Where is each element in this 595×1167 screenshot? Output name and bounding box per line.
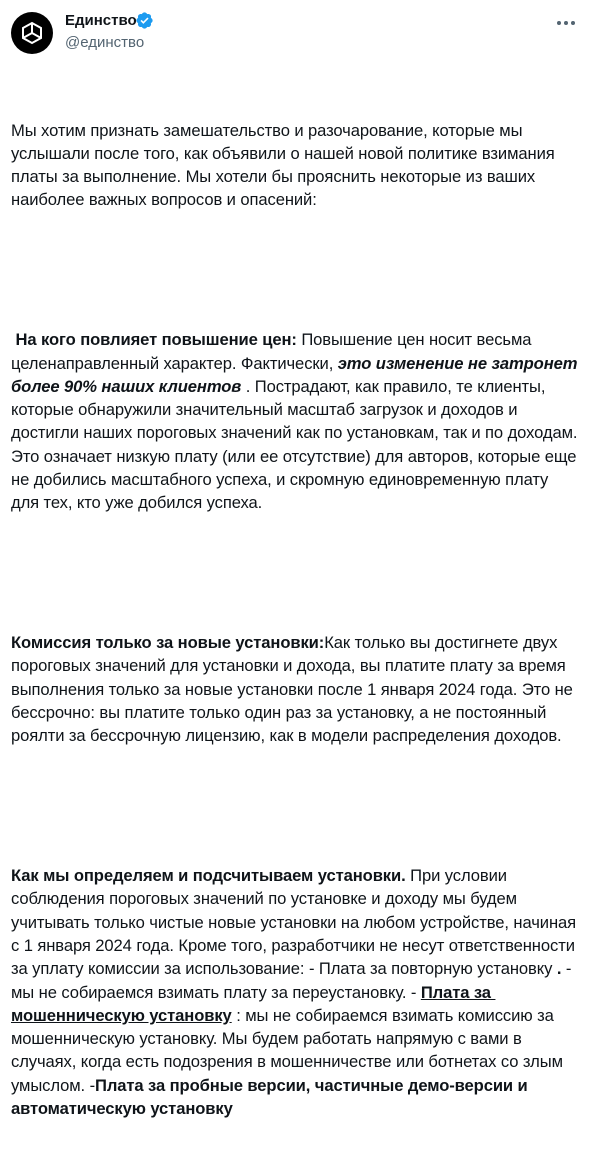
more-dot [564,21,568,25]
heading-price-impact: На кого повлияет повышение цен: [15,330,297,350]
author-name[interactable]: Единство [65,12,137,29]
paragraph-new-installs [11,631,579,747]
tweet-header [0,0,595,64]
heading-trial-versions: Плата за пробные версии, частичные демо-версии и автоматическую установку [11,1075,533,1119]
price-impact-text-2: . Пострадают, как правило, те клиенты, которые обнаружили значительный масштаб загрузок и доходов и достигли наших пороговых значений как по установкам, так и по доходам. Это означает низкую плату (или ее отсутствие) для авторов, которые еще не добились масштабного успеха, и скромную единовременную плату для тех, кто уже добился успеха. [11,376,582,513]
unity-logo-icon [20,21,44,45]
emphasis-90-percent: это изменение не затронет более 90% наших клиентов [11,353,582,396]
more-options-button[interactable] [554,12,582,34]
install-counting-text: При условии соблюдения пороговых значений по установке и доходу мы будем учитывать только чистые новые установки на любом устройстве, начиная с 1 января 2024 года. Кроме того, разработчики не несут ответственности за уплату комиссии за использование: - Плата за повторную установку [11,866,581,979]
heading-fraud-install: Плата за мошенническую установку [11,982,496,1025]
bold-dot: . [556,959,562,979]
more-dots-icon [557,21,561,25]
more-dot [571,21,575,25]
avatar[interactable] [11,12,53,54]
new-installs-text: Как только вы достигнете двух пороговых значений для установки и дохода, вы платите плату за время выполнения только за новые установки после 1 января 2024 года. Это не бессрочно: вы платите только один раз за установку, а не постоянный роялти за бессрочную лицензию, как в модели распределения доходов. [11,633,578,746]
install-counting-text-3: : мы не собираемся взимать комиссию за мошенническую установку. Мы будем работать напрямую с вами в случаях, когда есть подозрения в мошенничестве или ботнетах со злым умыслом. - [11,1005,568,1095]
verified-badge-icon [135,11,154,30]
tweet-text [11,72,582,1167]
paragraph-price-impact [11,328,582,514]
price-impact-text: Повышение цен носит весьма целенаправленный характер. Фактически, [11,330,536,373]
author-handle[interactable]: @единство [65,34,145,51]
heading-new-installs: Комиссия только за новые установки: [11,633,325,653]
paragraph-install-counting [11,864,579,1120]
heading-install-counting: Как мы определяем и подсчитываем установки. [11,866,406,886]
install-counting-text-2: - мы не собираемся взимать плату за переустановку. - [11,959,576,1002]
paragraph-intro: Мы хотим признать замешательство и разочарование, которые мы услышали после того, как объявили о нашей новой политике взимания платы за выполнение. Мы хотели бы прояснить некоторые из ваших наиболее важных вопросов и опасений: [11,120,560,210]
